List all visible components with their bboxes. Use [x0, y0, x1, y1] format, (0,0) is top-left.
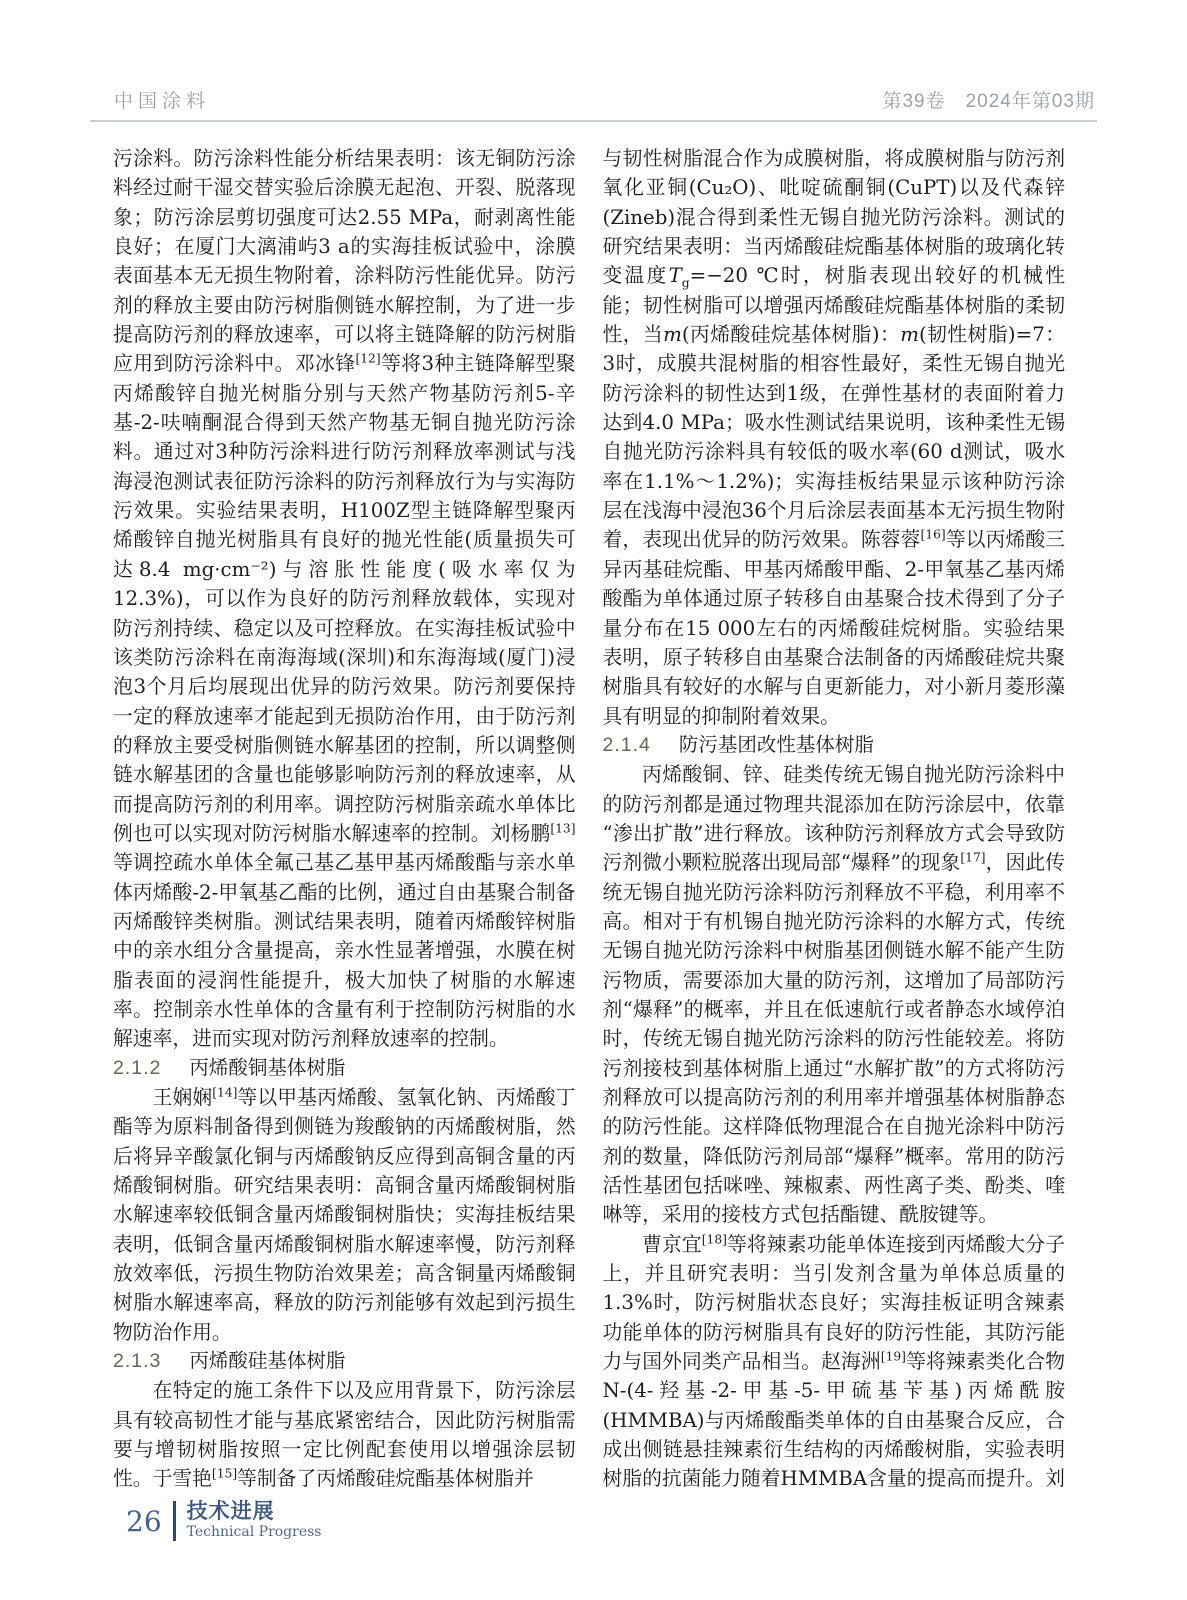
paragraph: 丙烯酸铜、锌、硅类传统无锡自抛光防污涂料中的防污剂都是通过物理共混添加在防污涂层中，依靠“渗出扩散”进行释放。该种防污剂释放方式会导致防污剂微小颗粒脱落出现局部“爆释”的现象[17]，因此传统无锡自抛光防污涂料防污剂释放不平稳，利用率不高。相对于有机锡自抛光防污涂料的水解方式，传统无锡自抛光防污涂料中树脂基团侧链水解不能产生防污物质，需要添加大量的防污剂，这增加了局部防污剂“爆释”的概率，并且在低速航行或者静态水域停泊时，传统无锡自抛光防污涂料的防污性能较差。将防污剂接枝到基体树脂上通过“水解扩散”的方式将防污剂释放可以提高防污剂的利用率并增强基体树脂静态的防污性能。这样降低物理混合在自抛光涂料中防污剂的数量，降低防污剂局部“爆释”概率。常用的防污活性基团包括咪唑、辣椒素、两性离子类、酚类、喹啉等，采用的接枝方式包括酯键、酰胺键等。 [602, 763, 1065, 1227]
section-number: 2.1.4 [602, 733, 651, 756]
left-column [113, 144, 576, 1494]
footer-section-cn: 技术进展 [186, 1500, 275, 1523]
section-title: 丙烯酸铜基体树脂 [189, 1056, 346, 1079]
section-title: 丙烯酸硅基体树脂 [189, 1350, 346, 1373]
paragraph: 污涂料。防污涂料性能分析结果表明：该无铜防污涂料经过耐干湿交替实验后涂膜无起泡、开裂、脱落现象；防污涂层剪切强度可达2.55 MPa，耐剥离性能良好；在厦门大漓浦屿3 a的实海挂板试验中，涂膜表面基本无无损生物附着，涂料防污性能优异。防污剂的释放主要由防污树脂侧链水解控制，为了进一步提高防污剂的释放速率，可以将主链降解的防污树脂应用到防污涂料中。邓冰锋[12]等将3种主链降解型聚丙烯酸锌自抛光树脂分别与天然产物基防污剂5-辛基-2-呋喃酮混合得到天然产物基无铜自抛光防污涂料。通过对3种防污涂料进行防污剂释放率测试与浅海浸泡测试表征防污涂料的防污剂释放行为与实海防污效果。实验结果表明，H100Z型主链降解型聚丙烯酸锌自抛光树脂具有良好的抛光性能(质量损失可达8.4 mg·cm⁻²)与溶胀性能度(吸水率仅为12.3%)，可以作为良好的防污剂释放载体，实现对防污剂持续、稳定以及可控释放。在实海挂板试验中该类防污涂料在南海海域(深圳)和东海海域(厦门)浸泡3个月后均展现出优异的防污效果。防污剂要保持一定的释放速率才能起到无损防治作用，由于防污剂的释放主要受树脂侧链水解基团的控制，所以调整侧链水解基团的含量也能够影响防污剂的释放速率，从而提高防污剂的利用率。调控防污树脂亲疏水单体比例也可以实现对防污树脂水解速率的控制。刘杨鹏[13]等调控疏水单体全氟己基乙基甲基丙烯酸酯与亲水单体丙烯酸-2-甲氧基乙酯的比例，通过自由基聚合制备丙烯酸锌类树脂。测试结果表明，随着丙烯酸锌树脂中的亲水组分含量提高，亲水性显著增强，水膜在树脂表面的浸润性能提升，极大加快了树脂的水解速率。控制亲水性单体的含量有利于控制防污树脂的水解速率，进而实现对防污剂释放速率的控制。 [113, 147, 576, 1051]
section-heading [113, 1054, 576, 1083]
paragraph: 与韧性树脂混合作为成膜树脂，将成膜树脂与防污剂氧化亚铜(Cu₂O)、吡啶硫酮铜(CuPT)以及代森锌(Zineb)混合得到柔性无锡自抛光防污涂料。测试的研究结果表明：当丙烯酸硅烷酯基体树脂的玻璃化转变温度$T_g=-20$ ℃时，树脂表现出较好的机械性能；韧性树脂可以增强丙烯酸硅烷酯基体树脂的柔韧性，当m(丙烯酸硅烷基体树脂)：m(韧性树脂)=7：3时，成膜共混树脂的相容性最好，柔性无锡自抛光防污涂料的韧性达到1级，在弹性基材的表面附着力达到4.0 MPa；吸水性测试结果说明，该种柔性无锡自抛光防污涂料具有较低的吸水率(60 d测试，吸水率在1.1%～1.2%)；实海挂板结果显示该种防污涂层在浅海中浸泡36个月后涂层表面基本无污损生物附着，表现出优异的防污效果。陈蓉蓉[16]等以丙烯酸三异丙基硅烷酯、甲基丙烯酸甲酯、2-甲氧基乙基丙烯酸酯为单体通过原子转移自由基聚合技术得到了分子量分布在15 000左右的丙烯酸硅烷树脂。实验结果表明，原子转移自由基聚合法制备的丙烯酸硅烷共聚树脂具有较好的水解与自更新能力，对小新月菱形藻具有明显的抑制附着效果。 [602, 147, 1065, 728]
journal-title: 中国涂料 [114, 91, 211, 112]
issue-info: 第39卷 2024年第03期 [882, 91, 1095, 112]
paragraph: 在特定的施工条件下以及应用背景下，防污涂层具有较高韧性才能与基底紧密结合，因此防污树脂需要与增韧树脂按照一定比例配套使用以增强涂层韧性。于雪艳[15]等制备了丙烯酸硅烷酯基体树脂并 [113, 1379, 576, 1491]
footer-section [187, 1500, 322, 1542]
section-heading [113, 1347, 576, 1376]
section-number: 2.1.3 [113, 1350, 162, 1373]
page-number: 26 [126, 1504, 162, 1538]
page-header [0, 0, 1187, 113]
paragraph: 王娴娴[14]等以甲基丙烯酸、氢氧化钠、丙烯酸丁酯等为原料制备得到侧链为羧酸钠的丙烯酸树脂，然后将异辛酸氯化铜与丙烯酸钠反应得到高铜含量的丙烯酸铜树脂。研究结果表明：高铜含量丙烯酸铜树脂水解速率较低铜含量丙烯酸铜树脂快；实海挂板结果表明，低铜含量丙烯酸铜树脂水解速率慢，防污剂释放效率低，污损生物防治效果差；高含铜量丙烯酸铜树脂水解速率高，释放的防污剂能够有效起到污损生物防治作用。 [113, 1085, 576, 1344]
section-number: 2.1.2 [113, 1056, 162, 1079]
section-title: 防污基团改性基体树脂 [678, 733, 874, 756]
paragraph: 曹京宜[18]等将辣素功能单体连接到丙烯酸大分子上，并且研究表明：当引发剂含量为单体总质量的1.3%时，防污树脂状态良好；实海挂板证明含辣素功能单体的防污树脂具有良好的防污性能，其防污能力与国外同类产品相当。赵海洲[19]等将辣素类化合物N-(4-羟基-2-甲基-5-甲硫基苄基)丙烯酰胺(HMMBA)与丙烯酸酯类单体的自由基聚合反应，合成出侧链悬挂辣素衍生结构的丙烯酸树脂，实验表明树脂的抗菌能力随着HMMBA含量的提高而提升。刘 [602, 1232, 1065, 1491]
footer-section-en: Technical Progress [186, 1524, 322, 1541]
section-heading [603, 731, 1066, 760]
right-column [603, 144, 1066, 1494]
page-footer [126, 1500, 322, 1542]
footer-divider [173, 1501, 176, 1541]
article-body [0, 122, 1187, 1494]
